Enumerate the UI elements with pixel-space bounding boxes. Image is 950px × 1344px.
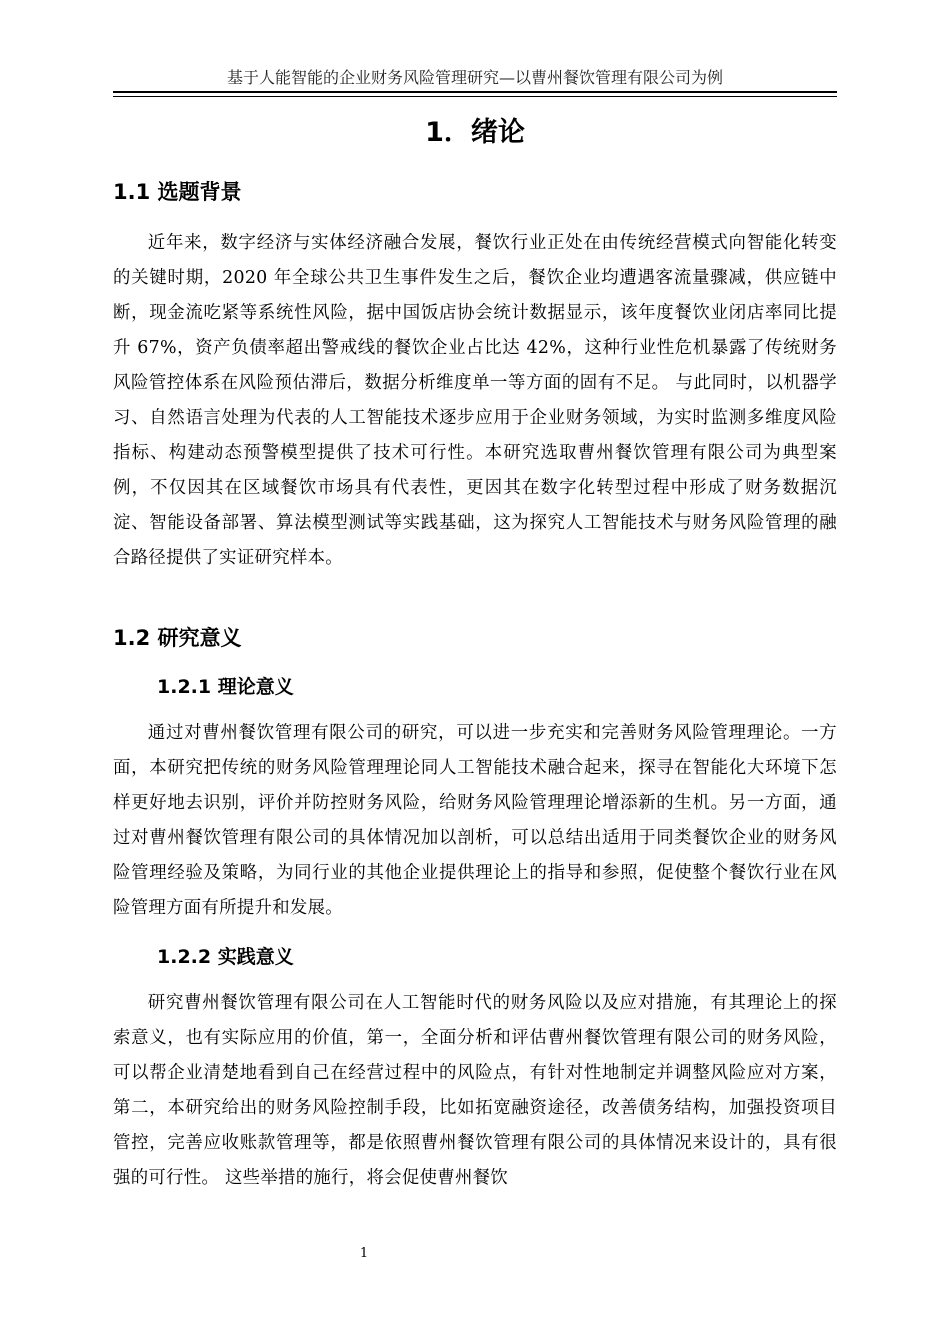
subsection-heading-1-2-2: 1.2.2 实践意义 bbox=[157, 946, 294, 968]
running-header: 基于人能智能的企业财务风险管理研究—以曹州餐饮管理有限公司为例 bbox=[226, 68, 723, 87]
section-heading-1-2: 1.2 研究意义 bbox=[113, 626, 242, 650]
section-heading-1-1: 1.1 选题背景 bbox=[113, 180, 242, 204]
chapter-title: 1．绪论 bbox=[425, 117, 525, 148]
header-rule bbox=[113, 91, 837, 93]
page-number: 1 bbox=[359, 1246, 369, 1261]
paragraph-background: 近年来，数字经济与实体经济融合发展，餐饮行业正处在由传统经营模式向智能化转变的关键时期，2020 年全球公共卫生事件发生之后，餐饮企业均遭遇客流量骤减，供应链中断，现金流吃紧等系统性风险，据中国饭店协会统计数据显示，该年度餐饮业闭店率同比提升 67%，资产负债率超出警戒线的餐饮企业占比达 42%，这种行业性危机暴露了传统财务风险管控体系在风险预估滞后，数据分析维度单一等方面的固有不足。 与此同时，以机器学习、自然语言处理为代表的人工智能技术逐步应用于企业财务领域，为实时监测多维度风险指标、构建动态预警模型提供了技术可行性。本研究选取曹州餐饮管理有限公司为典型案例，不仅因其在区域餐饮市场具有代表性，更因其在数字化转型过程中形成了财务数据沉淀、智能设备部署、算法模型测试等实践基础，这为探究人工智能技术与财务风险管理的融合路径提供了实证研究样本。 bbox=[113, 233, 837, 568]
subsection-heading-1-2-1: 1.2.1 理论意义 bbox=[157, 676, 294, 698]
header-rule-thin bbox=[113, 96, 837, 97]
paragraph-practice: 研究曹州餐饮管理有限公司在人工智能时代的财务风险以及应对措施，有其理论上的探索意义，也有实际应用的价值，第一，全面分析和评估曹州餐饮管理有限公司的财务风险，可以帮企业清楚地看到自己在经营过程中的风险点，有针对性地制定并调整风险应对方案，第二，本研究给出的财务风险控制手段，比如拓宽融资途径，改善债务结构，加强投资项目管控，完善应收账款管理等，都是依照曹州餐饮管理有限公司的具体情况来设计的，具有很强的可行性。 这些举措的施行，将会促使曹州餐饮 bbox=[113, 993, 837, 1188]
paragraph-theory: 通过对曹州餐饮管理有限公司的研究，可以进一步充实和完善财务风险管理理论。一方面，本研究把传统的财务风险管理理论同人工智能技术融合起来，探寻在智能化大环境下怎样更好地去识别，评价并防控财务风险，给财务风险管理理论增添新的生机。另一方面，通过对曹州餐饮管理有限公司的具体情况加以剖析，可以总结出适用于同类餐饮企业的财务风险管理经验及策略，为同行业的其他企业提供理论上的指导和参照，促使整个餐饮行业在风险管理方面有所提升和发展。 bbox=[113, 723, 837, 918]
